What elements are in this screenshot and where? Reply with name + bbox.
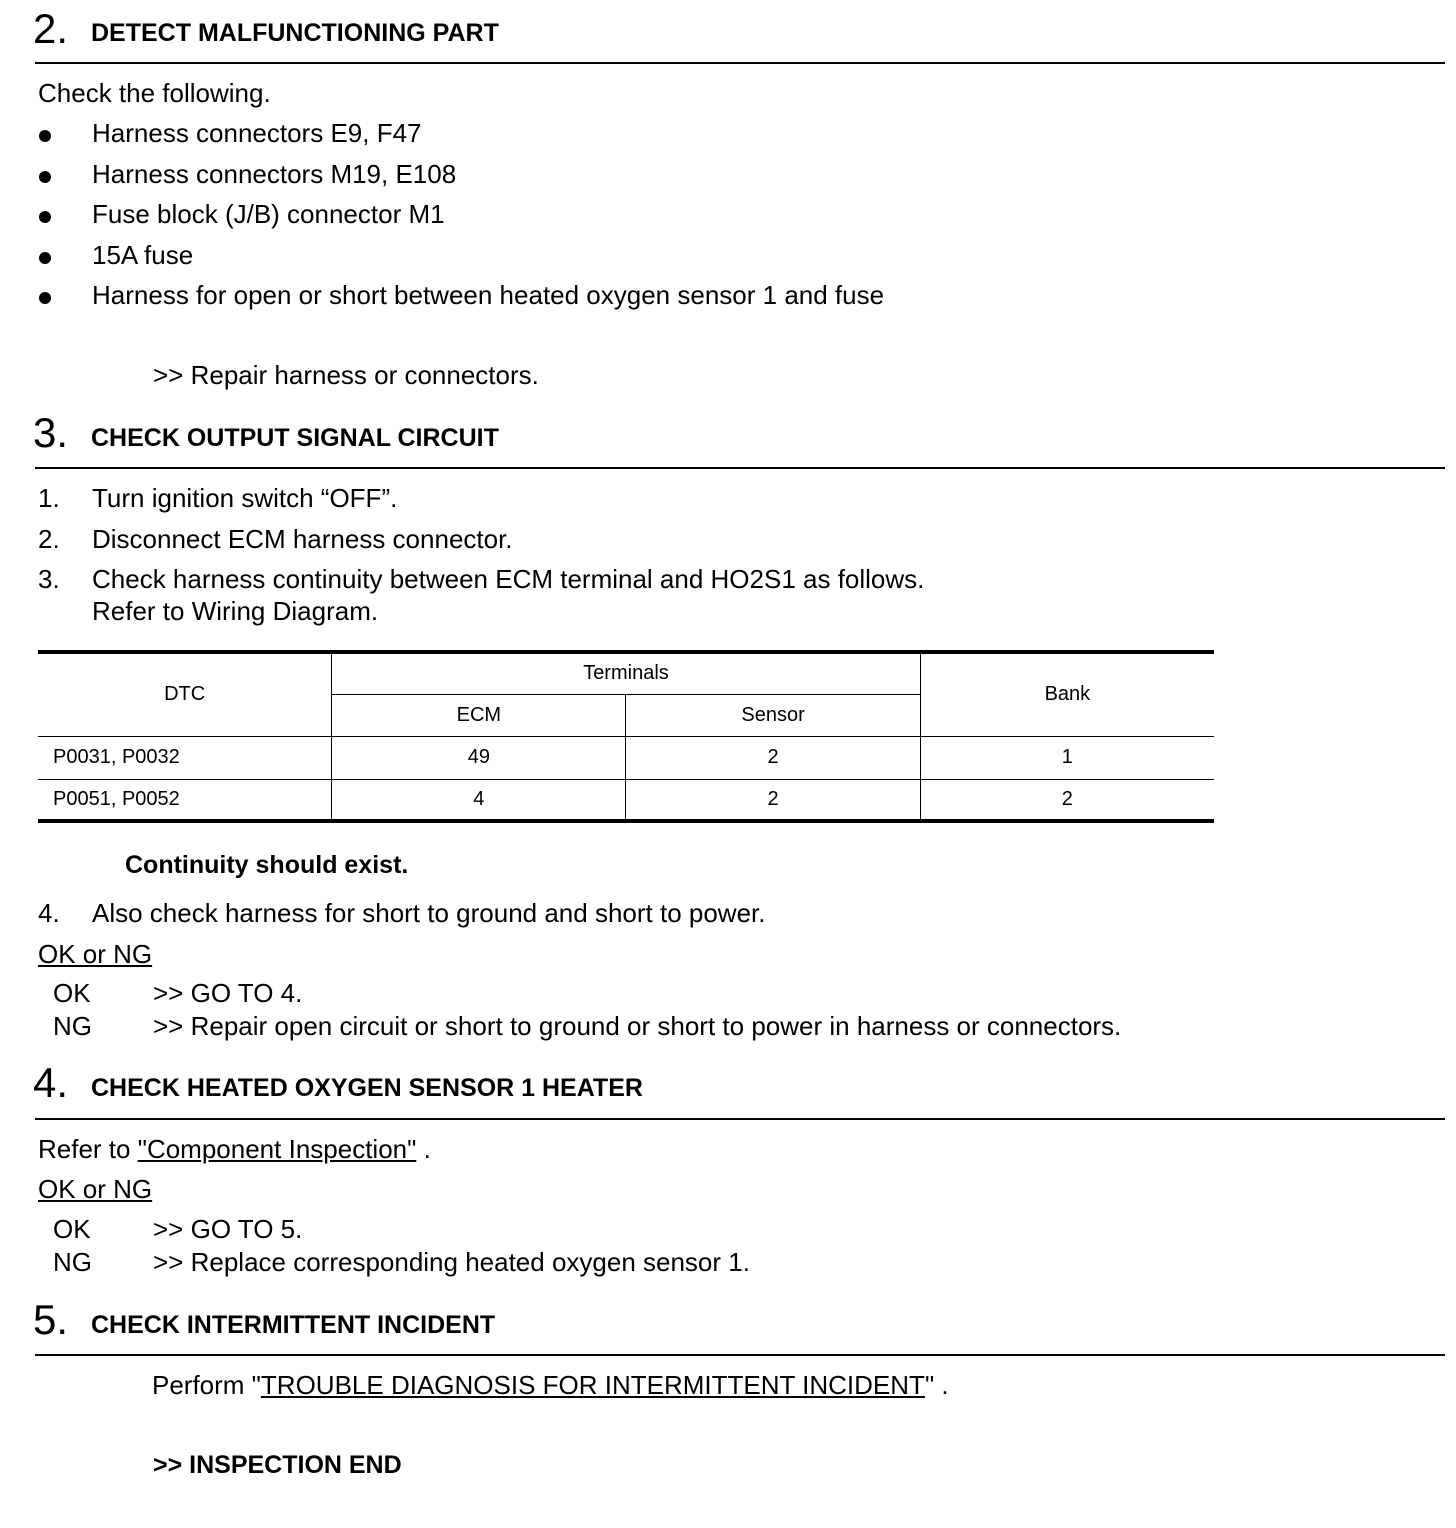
ok-ng-label: OK or NG xyxy=(38,1174,153,1204)
divider xyxy=(35,1118,1445,1120)
step-title: CHECK INTERMITTENT INCIDENT xyxy=(91,1311,496,1339)
ng-result: >> Repair open circuit or short to ground or short to power in harness or connectors. xyxy=(153,1011,1122,1041)
ng-label: NG xyxy=(53,1247,92,1277)
perform-text xyxy=(152,1370,949,1400)
ok-result: >> GO TO 4. xyxy=(153,978,303,1008)
list-item: Harness for open or short between heated oxygen sensor 1 and fuse xyxy=(92,280,885,310)
ng-result: >> Replace corresponding heated oxygen sensor 1. xyxy=(153,1247,750,1277)
intermittent-incident-link[interactable]: TROUBLE DIAGNOSIS FOR INTERMITTENT INCIDENT xyxy=(260,1370,925,1400)
intro-text: Check the following. xyxy=(38,78,271,108)
list-item: Harness connectors M19, E108 xyxy=(92,159,457,189)
step-number: 3. xyxy=(33,409,69,456)
list-item: Check harness continuity between ECM terminal and HO2S1 as follows. xyxy=(92,564,925,594)
cell-ecm: 49 xyxy=(332,736,626,779)
perform-suffix: " . xyxy=(924,1370,949,1400)
list-number: 1. xyxy=(38,483,60,513)
divider xyxy=(35,62,1445,64)
refer-text xyxy=(38,1134,431,1164)
header-dtc: DTC xyxy=(38,652,332,736)
ng-label: NG xyxy=(53,1011,92,1041)
inspection-end: >> INSPECTION END xyxy=(153,1451,402,1479)
list-item: 15A fuse xyxy=(92,240,194,270)
cell-ecm: 4 xyxy=(332,779,626,821)
header-ecm: ECM xyxy=(332,694,626,736)
cell-sensor: 2 xyxy=(626,736,920,779)
header-sensor: Sensor xyxy=(626,694,920,736)
table-row xyxy=(38,736,1214,779)
cell-sensor: 2 xyxy=(626,779,920,821)
ok-label: OK xyxy=(53,978,91,1008)
divider xyxy=(35,1354,1445,1356)
result-text: >> Repair harness or connectors. xyxy=(153,360,539,390)
list-item: Disconnect ECM harness connector. xyxy=(92,524,513,554)
header-bank: Bank xyxy=(920,652,1214,736)
list-number: 2. xyxy=(38,524,60,554)
cell-bank: 1 xyxy=(920,736,1214,779)
list-item: Also check harness for short to ground and short to power. xyxy=(92,898,766,928)
refer-suffix: . xyxy=(416,1134,431,1164)
bullet-icon xyxy=(39,211,51,223)
component-inspection-link[interactable]: "Component Inspection" xyxy=(137,1134,417,1164)
step-title: DETECT MALFUNCTIONING PART xyxy=(91,19,499,47)
list-number: 3. xyxy=(38,564,60,594)
list-number: 4. xyxy=(38,898,60,928)
bullet-icon xyxy=(39,130,51,142)
step-number: 4. xyxy=(33,1059,69,1106)
step-title: CHECK OUTPUT SIGNAL CIRCUIT xyxy=(91,424,499,452)
bullet-icon xyxy=(39,252,51,264)
cell-dtc: P0031, P0032 xyxy=(38,736,332,779)
ok-result: >> GO TO 5. xyxy=(153,1214,303,1244)
note-text: Continuity should exist. xyxy=(125,851,409,879)
cell-dtc: P0051, P0052 xyxy=(38,779,332,821)
list-item: Fuse block (J/B) connector M1 xyxy=(92,199,445,229)
perform-prefix: Perform " xyxy=(152,1370,261,1400)
bullet-icon xyxy=(39,171,51,183)
header-terminals: Terminals xyxy=(332,652,921,694)
step-title: CHECK HEATED OXYGEN SENSOR 1 HEATER xyxy=(91,1074,643,1102)
table-row xyxy=(38,779,1214,821)
list-item: Turn ignition switch “OFF”. xyxy=(92,483,398,513)
refer-prefix: Refer to xyxy=(38,1134,138,1164)
ok-label: OK xyxy=(53,1214,91,1244)
list-item: Harness connectors E9, F47 xyxy=(92,118,422,148)
list-item-continued: Refer to Wiring Diagram. xyxy=(92,596,379,626)
ok-ng-label: OK or NG xyxy=(38,939,153,969)
step-number: 2. xyxy=(33,5,69,52)
cell-bank: 2 xyxy=(920,779,1214,821)
step-number: 5. xyxy=(33,1296,69,1343)
divider xyxy=(35,467,1445,469)
continuity-table xyxy=(38,650,1214,823)
bullet-icon xyxy=(39,292,51,304)
